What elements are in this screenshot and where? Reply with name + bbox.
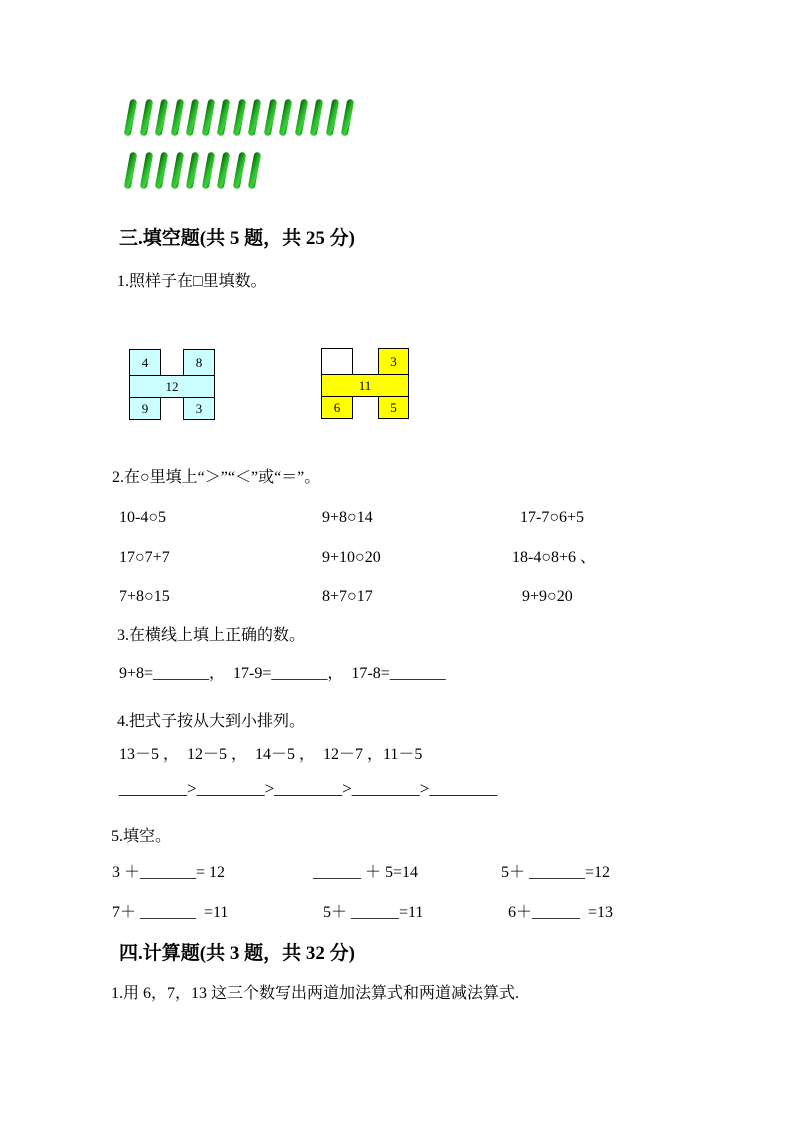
q5-cell: 5＋ _______=12 bbox=[501, 864, 611, 881]
counting-stick bbox=[341, 99, 355, 137]
counting-stick bbox=[186, 99, 200, 137]
diagram-left-top-right-box: 8 bbox=[183, 349, 215, 376]
counting-stick bbox=[232, 152, 246, 190]
q5-cell: 6＋______ =13 bbox=[508, 904, 614, 921]
diagram-left-middle-bar: 12 bbox=[129, 375, 215, 398]
counting-stick bbox=[279, 99, 293, 137]
counting-stick bbox=[263, 99, 277, 137]
q2-cell: 9+9○20 bbox=[522, 588, 573, 605]
counting-stick bbox=[294, 99, 308, 137]
counting-stick bbox=[248, 99, 262, 137]
q5-cell: ______ ＋ 5=14 bbox=[313, 864, 419, 881]
q1-label: 1.照样子在□里填数。 bbox=[117, 273, 267, 290]
counting-stick bbox=[170, 99, 184, 137]
q5-cell: 3 ＋_______= 12 bbox=[112, 864, 226, 881]
q2-cell: 17-7○6+5 bbox=[520, 509, 585, 526]
q2-cell: 7+8○15 bbox=[119, 588, 170, 605]
counting-stick bbox=[310, 99, 324, 137]
counting-stick bbox=[155, 99, 169, 137]
diagram-right-middle-bar: 11 bbox=[321, 374, 409, 397]
counting-stick bbox=[217, 152, 231, 190]
counting-stick bbox=[217, 99, 231, 137]
h-diagram-right bbox=[321, 348, 409, 419]
counting-stick bbox=[186, 152, 200, 190]
counting-stick bbox=[124, 152, 138, 190]
counting-stick bbox=[201, 99, 215, 137]
q2-cell: 18-4○8+6 、 bbox=[512, 549, 597, 566]
diagram-left-bottom-left-box: 9 bbox=[129, 397, 161, 420]
q5-cell: 7＋ _______ =11 bbox=[112, 904, 229, 921]
stick-row-1 bbox=[127, 99, 351, 136]
q2-cell: 10-4○5 bbox=[119, 509, 166, 526]
q2-label: 2.在○里填上“＞”“＜”或“＝”。 bbox=[112, 469, 321, 486]
diagram-left-bottom-right-box: 3 bbox=[183, 397, 215, 420]
diagram-right-empty-box bbox=[321, 348, 353, 375]
diagram-left-top-left-box: 4 bbox=[129, 349, 161, 376]
counting-stick bbox=[124, 99, 138, 137]
q5-cell: 5＋ ______=11 bbox=[323, 904, 424, 921]
counting-stick bbox=[139, 99, 153, 137]
q4-expressions: 13－5 ， 12－5 ， 14－5 ， 12－7 ，11－5 bbox=[119, 746, 423, 763]
counting-stick bbox=[139, 152, 153, 190]
counting-stick bbox=[170, 152, 184, 190]
diagram-right-bottom-left-box: 6 bbox=[321, 396, 353, 419]
q3-fill-line: 9+8=_______， 17-9=_______， 17-8=_______ bbox=[119, 665, 446, 682]
counting-stick bbox=[248, 152, 262, 190]
diagram-right-top-right-box: 3 bbox=[378, 348, 409, 375]
q4-ordering-blanks: ________>________>________>________>________ bbox=[119, 779, 498, 798]
q2-cell: 9+10○20 bbox=[322, 549, 381, 566]
q4-label: 4.把式子按从大到小排列。 bbox=[117, 713, 306, 730]
stick-row-2 bbox=[127, 152, 258, 189]
q2-cell: 8+7○17 bbox=[322, 588, 373, 605]
counting-stick bbox=[155, 152, 169, 190]
diagram-right-bottom-right-box: 5 bbox=[378, 396, 409, 419]
q5-label: 5.填空。 bbox=[111, 828, 172, 845]
q3-label: 3.在横线上填上正确的数。 bbox=[117, 627, 306, 644]
section4-q1-label: 1.用 6，7，13 这三个数写出两道加法算式和两道减法算式. bbox=[111, 985, 520, 1002]
counting-stick bbox=[325, 99, 339, 137]
q2-cell: 17○7+7 bbox=[119, 549, 170, 566]
section3-title: 三.填空题(共 5 题，共 25 分) bbox=[119, 228, 355, 249]
q2-cell: 9+8○14 bbox=[322, 509, 373, 526]
counting-stick bbox=[201, 152, 215, 190]
h-diagram-left bbox=[129, 349, 215, 420]
section4-title: 四.计算题(共 3 题，共 32 分) bbox=[119, 943, 355, 964]
counting-stick bbox=[232, 99, 246, 137]
